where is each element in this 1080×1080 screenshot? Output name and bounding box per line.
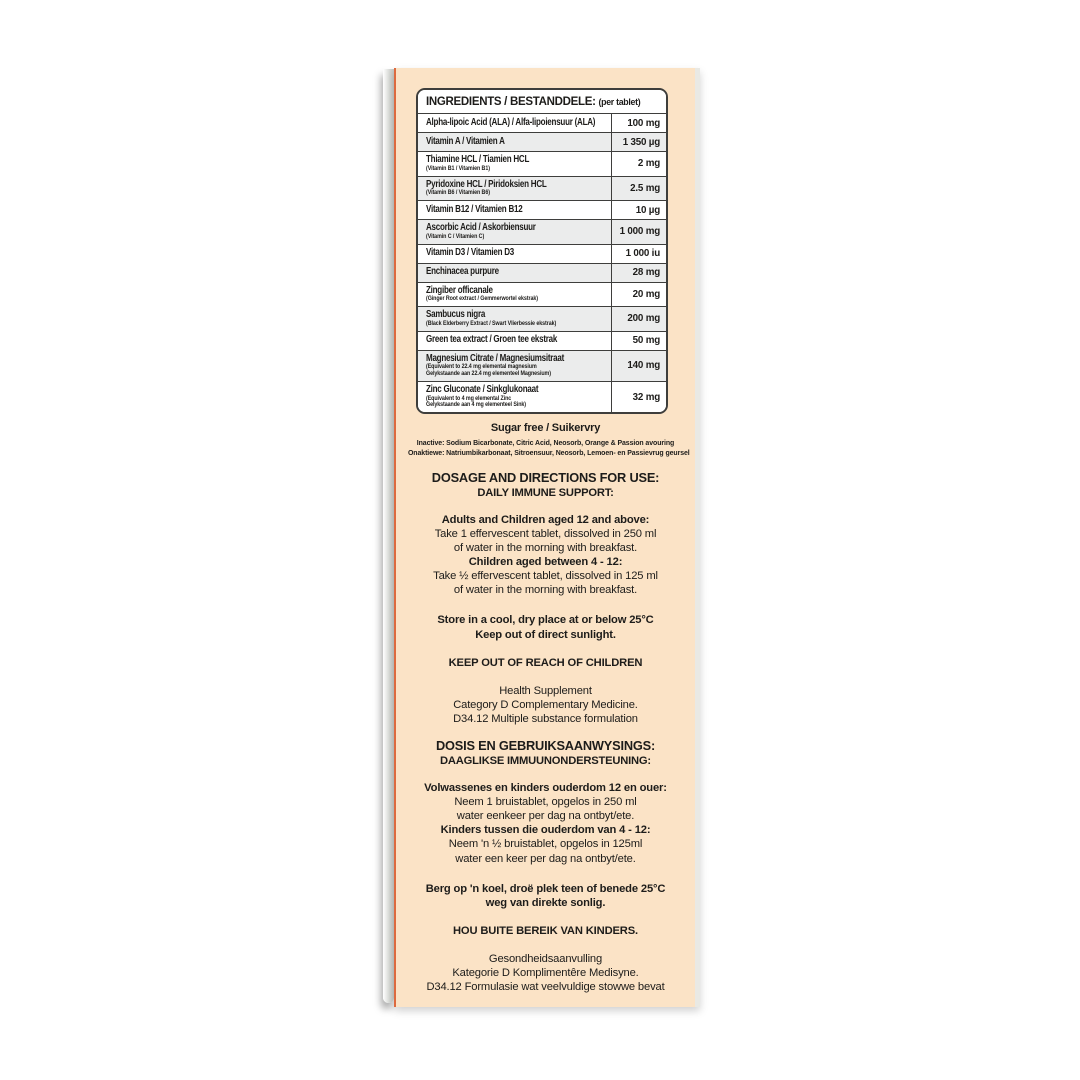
keep-out-warning-en: KEEP OUT OF REACH OF CHILDREN (448, 656, 643, 669)
table-row (418, 263, 666, 282)
keep-out-warning-af: HOU BUITE BEREIK VAN KINDERS. (452, 924, 639, 937)
ingredient-name: Thiamine HCL / Tiamien HCL (426, 154, 530, 165)
children-line2-en: of water in the morning with breakfast. (453, 584, 638, 597)
ingredient-subnote: Gelykstaande aan 4 mg elementeel Sink) (426, 401, 527, 409)
warning-en-wrap (396, 656, 695, 670)
ingredient-name-cell (418, 382, 611, 412)
ingredient-name: Pyridoxine HCL / Piridoksien HCL (426, 178, 547, 190)
ingredient-name: Sambucus nigra (426, 309, 486, 320)
table-row (418, 113, 666, 132)
sugar-free-note: Sugar free / Suikervry (490, 422, 601, 435)
table-row (418, 151, 666, 176)
ingredient-name-cell (418, 201, 611, 219)
adults-heading-en: Adults and Children aged 12 and above: (441, 513, 650, 526)
storage-af (396, 882, 695, 910)
ingredient-name-cell (418, 133, 611, 151)
reg-line3-af: D34.12 Formulasie wat veelvuldige stowwe bevat (426, 981, 665, 994)
table-row (418, 306, 666, 331)
ingredient-name: Alpha-lipoic Acid (ALA) / Alfa-lipoiensuur (ALA) (426, 116, 596, 128)
ingredient-name-cell (418, 351, 611, 381)
ingredient-subnote: (Vitamin B6 / Vitamien B6) (426, 189, 490, 197)
ingredient-subnote: (Equivalent to 4 mg elemental Zinc (426, 394, 512, 402)
adults-line2-en: of water in the morning with breakfast. (453, 542, 638, 555)
table-row (418, 219, 666, 244)
ingredient-amount: 32 mg (611, 382, 666, 412)
reg-line3-en: D34.12 Multiple substance formulation (453, 712, 638, 725)
storage-line2-en: Keep out of direct sunlight. (475, 628, 616, 641)
adults-heading-af: Volwassenes en kinders ouderdom 12 en ouer: (424, 782, 667, 795)
ingredient-name-cell (418, 283, 611, 307)
storage-en (396, 613, 695, 641)
ingredient-subnote: (Black Elderberry Extract / Swart Vlierbessie ekstrak) (426, 319, 557, 327)
table-row (418, 331, 666, 350)
dosage-section-en (396, 470, 695, 499)
dosage-subtitle-af: DAAGLIKSE IMMUUNONDERSTEUNING: (440, 755, 651, 768)
table-row (418, 350, 666, 381)
regulatory-af (396, 952, 695, 994)
children-heading-en: Children aged between 4 - 12: (468, 556, 623, 569)
table-row (418, 282, 666, 307)
ingredient-amount: 200 mg (611, 307, 666, 331)
ingredient-subnote: (Ginger Root extract / Gemmerwortel ekstrak) (426, 295, 538, 303)
ingredient-amount: 2 mg (611, 152, 666, 176)
ingredient-name-cell (418, 245, 611, 263)
warning-af-wrap (396, 924, 695, 938)
per-tablet-note: (per tablet) (598, 97, 641, 107)
ingredient-name: Enchinacea purpure (426, 266, 499, 278)
reg-line1-af: Gesondheidsaanvulling (488, 952, 603, 965)
ingredient-name-cell (418, 152, 611, 176)
ingredient-name-cell (418, 114, 611, 132)
ingredient-amount: 1 000 mg (611, 220, 666, 244)
ingredient-name: Vitamin A / Vitamien A (426, 135, 505, 147)
ingredient-amount: 140 mg (611, 351, 666, 381)
label-panel (394, 68, 700, 1007)
reg-line2-en: Category D Complementary Medicine. (453, 698, 638, 711)
ingredient-subnote: (Equivalent to 22.4 mg elemental magnesium (426, 363, 537, 371)
ingredient-name: Vitamin D3 / Vitamien D3 (426, 247, 515, 259)
ingredient-name: Zingiber officanale (426, 284, 493, 296)
children-line1-en: Take ½ effervescent tablet, dissolved in 125 ml (433, 570, 658, 583)
ingredient-amount: 2.5 mg (611, 177, 666, 201)
ingredient-amount: 28 mg (611, 264, 666, 282)
dosage-section-af (396, 738, 695, 767)
storage-line2-af: weg van direkte sonlig. (485, 896, 606, 909)
ingredient-subnote: (Vitamin B1 / Vitamien B1) (426, 164, 490, 172)
ingredient-amount: 100 mg (611, 114, 666, 132)
ingredient-amount: 50 mg (611, 332, 666, 350)
ingredient-name: Green tea extract / Groen tee ekstrak (426, 334, 558, 346)
ingredient-amount: 10 µg (611, 201, 666, 219)
adults-line1-en: Take 1 effervescent tablet, dissolved in 250 ml (434, 528, 657, 540)
inactive-ingredients (396, 438, 695, 457)
inactive-ingredients-en: Inactive: Sodium Bicarbonate, Citric Acid, Neosorb, Orange & Passion avouring (416, 438, 675, 448)
ingredient-amount: 20 mg (611, 283, 666, 307)
table-row (418, 132, 666, 151)
storage-line1-af: Berg op 'n koel, droë plek teen of benede 25°C (425, 882, 666, 895)
inactive-ingredients-af: Onaktiewe: Natriumbikarbonaat, Sitroensuur, Neosorb, Lemoen- en Passievrug geursel (407, 447, 690, 457)
ingredients-table-header (418, 90, 666, 113)
reg-line1-en: Health Supplement (499, 684, 592, 697)
table-row (418, 381, 666, 412)
dosage-subtitle-en: DAILY IMMUNE SUPPORT: (477, 486, 614, 499)
ingredients-table (416, 88, 668, 414)
dosage-title-af: DOSIS EN GEBRUIKSAANWYSINGS: (435, 738, 656, 754)
ingredient-name-cell (418, 220, 611, 244)
children-line2-af: water een keer per dag na ontbyt/ete. (455, 852, 636, 865)
table-row (418, 244, 666, 263)
ingredient-name-cell (418, 332, 611, 350)
ingredient-name: Zinc Gluconate / Sinkglukonaat (426, 383, 539, 395)
ingredient-name-cell (418, 264, 611, 282)
table-row (418, 200, 666, 219)
dosage-title-en: DOSAGE AND DIRECTIONS FOR USE: (431, 469, 660, 485)
dosage-instructions-en (396, 513, 695, 598)
regulatory-en (396, 684, 695, 726)
ingredient-amount: 1 000 iu (611, 245, 666, 263)
storage-line1-en: Store in a cool, dry place at or below 25°C (437, 614, 654, 627)
ingredient-name: Vitamin B12 / Vitamien B12 (426, 203, 523, 215)
box-spine-edge (383, 69, 394, 1003)
adults-line1-af: Neem 1 bruistablet, opgelos in 250 ml (454, 796, 637, 809)
children-heading-af: Kinders tussen die ouderdom van 4 - 12: (440, 824, 651, 837)
table-row (418, 176, 666, 201)
ingredient-name: Ascorbic Acid / Askorbiensuur (426, 222, 536, 233)
ingredients-rows (418, 113, 666, 412)
children-line1-af: Neem 'n ½ bruistablet, opgelos in 125ml (448, 838, 643, 851)
ingredient-name: Magnesium Citrate / Magnesiumsitraat (426, 352, 565, 364)
ingredient-subnote: Gelykstaande aan 22.4 mg elementeel Magnesium) (426, 370, 551, 377)
ingredient-name-cell (418, 307, 611, 331)
ingredient-subnote: (Vitamin C / Vitamien C) (426, 232, 485, 240)
dosage-instructions-af (396, 781, 695, 866)
ingredient-name-cell (418, 177, 611, 201)
adults-line2-af: water eenkeer per dag na ontbyt/ete. (456, 810, 635, 823)
ingredient-amount: 1 350 µg (611, 133, 666, 151)
reg-line2-af: Kategorie D Komplimentêre Medisyne. (452, 966, 639, 979)
ingredients-title: INGREDIENTS / BESTANDDELE: (426, 96, 596, 108)
